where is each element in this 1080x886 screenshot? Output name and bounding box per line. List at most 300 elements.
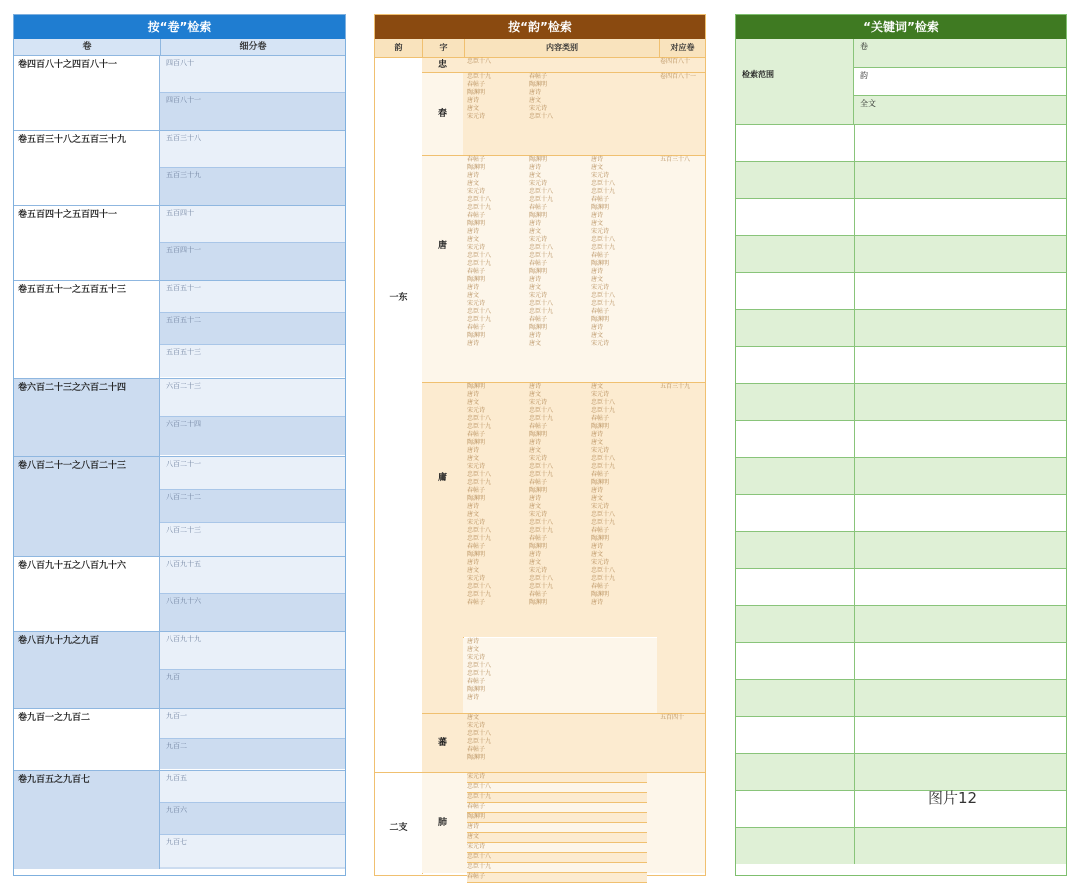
content-entry[interactable]: 唐文: [467, 646, 480, 653]
content-entry[interactable]: 忠臣十九: [467, 204, 492, 211]
content-entry[interactable]: 忠臣十九: [467, 863, 647, 873]
volume-search-title: 按“卷”检索: [14, 15, 345, 39]
volume-label[interactable]: 卷九百一之九百二: [14, 709, 160, 770]
content-entry[interactable]: 唐诗: [591, 599, 604, 606]
content-entry[interactable]: 春帖子: [529, 591, 548, 598]
subvolume-item[interactable]: 九百二: [160, 739, 345, 769]
keyword-result-cell: [736, 421, 855, 457]
content-entry[interactable]: 唐诗: [591, 324, 604, 331]
content-entry[interactable]: 宋元诗: [591, 391, 610, 398]
content-entry[interactable]: 唐文: [529, 447, 542, 454]
keyword-result-row: [736, 384, 1066, 421]
content-entry[interactable]: 陶渊明: [467, 332, 486, 339]
content-entry[interactable]: 宋元诗: [591, 228, 610, 235]
subvolume-item[interactable]: 六百二十三: [160, 379, 345, 417]
content-entry[interactable]: 忠臣十九: [467, 591, 492, 598]
subvolume-list: [160, 379, 345, 456]
content-entry[interactable]: 忠臣十八: [591, 399, 616, 406]
keyword-result-cell: [855, 458, 1066, 494]
content-entry[interactable]: 忠臣十九: [467, 738, 492, 745]
subvolume-item[interactable]: 八百九十五: [160, 557, 345, 594]
content-entry[interactable]: 唐文: [591, 276, 604, 283]
content-entry[interactable]: 陶渊明: [467, 383, 486, 390]
content-entry[interactable]: 唐诗: [467, 447, 480, 454]
content-entry[interactable]: 唐文: [467, 455, 480, 462]
keyword-result-cell: [855, 495, 1066, 531]
content-entry[interactable]: 忠臣十九: [467, 670, 492, 677]
content-entry[interactable]: 唐诗: [529, 332, 542, 339]
char-tang[interactable]: 唐: [422, 156, 464, 383]
content-entry[interactable]: 春帖子: [467, 678, 486, 685]
subvolume-item[interactable]: 八百二十二: [160, 490, 345, 523]
content-entry[interactable]: 春帖子: [529, 479, 548, 486]
content-entry[interactable]: 春帖子: [591, 252, 610, 259]
subvolume-item[interactable]: 五百五十一: [160, 281, 345, 313]
search-scope-row: [736, 39, 1066, 125]
keyword-search-panel: [735, 14, 1067, 876]
rhyme-column-header: [375, 39, 705, 58]
content-entry[interactable]: 唐诗: [529, 220, 542, 227]
content-entry[interactable]: 忠臣十九: [591, 300, 616, 307]
content-entry[interactable]: 宋元诗: [529, 105, 548, 112]
content-entry[interactable]: 宋元诗: [591, 559, 610, 566]
keyword-result-cell: [855, 236, 1066, 272]
content-entry[interactable]: 忠臣十九: [467, 423, 492, 430]
content-entry[interactable]: 忠臣十八: [529, 575, 554, 582]
content-entry[interactable]: 春帖子: [467, 268, 486, 275]
content-entry[interactable]: 宋元诗: [529, 567, 548, 574]
content-entry[interactable]: 忠臣十九: [529, 471, 554, 478]
content-entry[interactable]: 宋元诗: [467, 519, 486, 526]
keyword-result-cell: [855, 606, 1066, 642]
content-entry[interactable]: 忠臣十八: [467, 853, 647, 863]
content-entry[interactable]: 春帖子: [591, 583, 610, 590]
volume-group: [14, 631, 345, 708]
content-entry[interactable]: 陶渊明: [467, 220, 486, 227]
volume-group: [14, 205, 345, 280]
content-entry[interactable]: 陶渊明: [591, 316, 610, 323]
subvolume-item[interactable]: 六百二十四: [160, 417, 345, 455]
content-entry[interactable]: 宋元诗: [529, 399, 548, 406]
keyword-result-cell: [736, 717, 855, 753]
content-entry[interactable]: 陶渊明: [467, 754, 486, 761]
content-entry[interactable]: 忠臣十九: [529, 308, 554, 315]
content-entry[interactable]: 唐诗: [529, 89, 542, 96]
content-entry[interactable]: 陶渊明: [591, 260, 610, 267]
subvolume-item[interactable]: 五百五十三: [160, 345, 345, 377]
content-entry[interactable]: 忠臣十九: [529, 196, 554, 203]
volume-group: [14, 130, 345, 205]
char-chun[interactable]: 春: [422, 73, 464, 156]
content-entry[interactable]: 唐诗: [591, 543, 604, 550]
subvolume-item[interactable]: 五百三十九: [160, 168, 345, 205]
content-entry[interactable]: 唐文: [467, 511, 480, 518]
content-entry[interactable]: 宋元诗: [467, 654, 486, 661]
content-entry[interactable]: 忠臣十八: [467, 196, 492, 203]
keyword-result-cell: [855, 310, 1066, 346]
keyword-result-row: [736, 717, 1066, 754]
subvolume-item[interactable]: 八百九十六: [160, 594, 345, 631]
content-entry[interactable]: 陶渊明: [467, 164, 486, 171]
content-entry[interactable]: 春帖子: [591, 471, 610, 478]
content-entry[interactable]: 陶渊明: [529, 212, 548, 219]
content-entry[interactable]: 唐诗: [467, 228, 480, 235]
keyword-result-cell: [736, 791, 855, 827]
content-entry[interactable]: 宋元诗: [467, 244, 486, 251]
content-entry[interactable]: 唐文: [467, 833, 647, 843]
content-entry[interactable]: 唐文: [591, 495, 604, 502]
content-entry[interactable]: 陶渊明: [529, 268, 548, 275]
content-entry[interactable]: 唐文: [591, 551, 604, 558]
content-entry[interactable]: 陶渊明: [591, 535, 610, 542]
content-entry[interactable]: 宋元诗: [467, 113, 486, 120]
content-entry[interactable]: 春帖子: [467, 156, 486, 163]
content-entry[interactable]: 陶渊明: [591, 591, 610, 598]
content-entry[interactable]: 忠臣十八: [529, 407, 554, 414]
content-entry[interactable]: 宋元诗: [591, 447, 610, 454]
content-entry[interactable]: 忠臣十九: [529, 527, 554, 534]
content-entry[interactable]: 春帖子: [467, 599, 486, 606]
keyword-result-cell: [736, 199, 855, 235]
subvolume-item[interactable]: 九百: [160, 670, 345, 708]
char-yong[interactable]: 庸: [422, 383, 464, 714]
content-entry[interactable]: 陶渊明: [467, 495, 486, 502]
keyword-result-cell: [736, 680, 855, 716]
content-entry[interactable]: 唐诗: [591, 212, 604, 219]
content-entry[interactable]: 忠臣十八: [467, 583, 492, 590]
content-entry[interactable]: 陶渊明: [467, 439, 486, 446]
content-entry[interactable]: 唐文: [529, 228, 542, 235]
subvolume-item[interactable]: 五百四十: [160, 206, 345, 243]
content-entry[interactable]: 宋元诗: [591, 284, 610, 291]
content-entry[interactable]: 春帖子: [467, 81, 486, 88]
subvolume-item[interactable]: 四百八十一: [160, 93, 345, 130]
content-entry[interactable]: 陶渊明: [591, 204, 610, 211]
content-entry[interactable]: 春帖子: [591, 415, 610, 422]
content-entry[interactable]: 宋元诗: [591, 172, 610, 179]
volume-group: [14, 456, 345, 556]
content-entry[interactable]: 唐诗: [529, 164, 542, 171]
content-entry[interactable]: 忠臣十八: [591, 292, 616, 299]
char-fei[interactable]: 肺: [422, 773, 464, 873]
content-entry[interactable]: 唐文: [467, 180, 480, 187]
content-entry[interactable]: 陶渊明: [467, 686, 486, 693]
content-entry[interactable]: 陶渊明: [529, 487, 548, 494]
content-entry[interactable]: 春帖子: [467, 431, 486, 438]
content-entry[interactable]: 陶渊明: [529, 324, 548, 331]
keyword-result-cell: [855, 828, 1066, 864]
content-entry[interactable]: 唐文: [529, 284, 542, 291]
keyword-result-cell: [855, 680, 1066, 716]
subvolume-item[interactable]: 五百五十二: [160, 313, 345, 345]
content-entry[interactable]: 忠臣十九: [591, 575, 616, 582]
content-entry[interactable]: 忠臣十九: [467, 479, 492, 486]
keyword-result-cell: [736, 754, 855, 790]
search-scope-label: 检索范围: [736, 39, 854, 124]
content-entry[interactable]: 忠臣十八: [529, 188, 554, 195]
keyword-result-row: [736, 643, 1066, 680]
content-entry[interactable]: 陶渊明: [467, 89, 486, 96]
keyword-result-cell: [736, 347, 855, 383]
content-entry[interactable]: 唐诗: [467, 638, 480, 645]
content-entry[interactable]: 唐诗: [591, 156, 604, 163]
subvolume-item[interactable]: 九百七: [160, 835, 345, 867]
ref-chun-text: 卷四百八十一: [660, 73, 697, 80]
content-entry[interactable]: 忠臣十八: [529, 113, 554, 120]
keyword-result-row: [736, 569, 1066, 606]
content-entry[interactable]: 忠臣十九: [467, 793, 647, 803]
content-entry[interactable]: 春帖子: [591, 527, 610, 534]
content-entry[interactable]: 春帖子: [529, 423, 548, 430]
keyword-result-row: [736, 310, 1066, 347]
subvolume-item[interactable]: 四百八十: [160, 56, 345, 93]
subvolume-list: [160, 632, 345, 708]
content-column-label: 内容类别: [465, 39, 660, 57]
keyword-result-cell: [855, 384, 1066, 420]
content-entry[interactable]: 忠臣十九: [591, 519, 616, 526]
content-entry[interactable]: 春帖子: [467, 212, 486, 219]
content-entry[interactable]: 唐文: [467, 236, 480, 243]
content-entry[interactable]: 忠臣十八: [591, 236, 616, 243]
volume-label[interactable]: 卷八百九十五之八百九十六: [14, 557, 160, 631]
content-entry[interactable]: 唐文: [591, 439, 604, 446]
content-entry[interactable]: 忠臣十八: [529, 244, 554, 251]
content-entry[interactable]: 宋元诗: [529, 511, 548, 518]
keyword-result-table: [736, 125, 1066, 864]
scope-option-rhyme[interactable]: 韵: [854, 68, 1066, 97]
content-entry[interactable]: 忠臣十八: [467, 730, 492, 737]
ref-fei: [657, 773, 705, 873]
content-entry[interactable]: 宋元诗: [467, 300, 486, 307]
content-entry[interactable]: 陶渊明: [591, 423, 610, 430]
volume-label[interactable]: 卷八百二十一之八百二十三: [14, 457, 160, 556]
content-entry[interactable]: 忠臣十九: [591, 407, 616, 414]
content-entry[interactable]: 唐诗: [591, 431, 604, 438]
content-entry[interactable]: 唐文: [467, 399, 480, 406]
content-entry[interactable]: 忠臣十九: [467, 260, 492, 267]
content-entry[interactable]: 春帖子: [467, 746, 486, 753]
content-entry[interactable]: 忠臣十八: [467, 662, 492, 669]
content-entry[interactable]: 陶渊明: [529, 156, 548, 163]
keyword-result-cell: [736, 125, 855, 161]
keyword-result-cell: [855, 569, 1066, 605]
volume-column-label: 卷: [14, 39, 161, 55]
scope-option-fulltext[interactable]: 全文: [854, 96, 1066, 124]
content-entry[interactable]: 唐文: [529, 503, 542, 510]
subvolume-item[interactable]: 五百四十一: [160, 243, 345, 280]
content-entry[interactable]: 陶渊明: [467, 551, 486, 558]
content-entry[interactable]: 宋元诗: [467, 407, 486, 414]
content-entry[interactable]: 忠臣十八: [467, 415, 492, 422]
content-entry[interactable]: 唐诗: [467, 284, 480, 291]
content-entry[interactable]: 唐诗: [591, 268, 604, 275]
content-entry[interactable]: 春帖子: [591, 308, 610, 315]
content-yong: [463, 383, 658, 637]
content-entry[interactable]: 春帖子: [467, 873, 647, 883]
content-entry[interactable]: 春帖子: [467, 803, 647, 813]
content-entry[interactable]: 唐文: [529, 559, 542, 566]
volume-label[interactable]: 卷五百五十一之五百五十三: [14, 281, 160, 378]
volume-label[interactable]: 卷四百八十之四百八十一: [14, 56, 160, 130]
content-entry[interactable]: 忠臣十八: [529, 463, 554, 470]
content-entry[interactable]: 唐文: [467, 292, 480, 299]
volume-group: [14, 378, 345, 456]
content-entry[interactable]: 宋元诗: [467, 575, 486, 582]
content-text-column: [463, 714, 647, 762]
content-entry[interactable]: 唐诗: [467, 503, 480, 510]
content-entry[interactable]: 陶渊明: [529, 81, 548, 88]
subvolume-list: [160, 557, 345, 631]
keyword-result-cell: [736, 162, 855, 198]
content-entry[interactable]: 宋元诗: [467, 843, 647, 853]
content-entry[interactable]: 唐文: [591, 332, 604, 339]
content-entry[interactable]: 春帖子: [529, 260, 548, 267]
rhyme-search-panel: [374, 14, 706, 880]
content-entry[interactable]: 春帖子: [529, 316, 548, 323]
content-entry[interactable]: 唐诗: [467, 694, 480, 701]
volume-group: [14, 708, 345, 770]
content-entry[interactable]: 唐诗: [591, 487, 604, 494]
content-entry[interactable]: 忠臣十八: [591, 511, 616, 518]
content-entry[interactable]: 唐诗: [529, 495, 542, 502]
volume-label[interactable]: 卷五百三十八之五百三十九: [14, 131, 160, 205]
content-entry[interactable]: 忠臣十八: [529, 519, 554, 526]
content-entry[interactable]: 忠臣十九: [591, 463, 616, 470]
content-entry[interactable]: 唐文: [529, 97, 542, 104]
content-entry[interactable]: 忠臣十八: [467, 527, 492, 534]
content-entry[interactable]: 春帖子: [467, 543, 486, 550]
content-tang: [463, 156, 658, 383]
content-entry[interactable]: 忠臣十八: [467, 471, 492, 478]
content-entry[interactable]: 春帖子: [467, 487, 486, 494]
content-entry[interactable]: 唐文: [591, 220, 604, 227]
content-entry[interactable]: 春帖子: [467, 324, 486, 331]
keyword-result-cell: [736, 828, 855, 864]
content-entry[interactable]: 宋元诗: [467, 773, 647, 783]
keyword-result-cell: [736, 236, 855, 272]
content-entry[interactable]: 宋元诗: [529, 292, 548, 299]
content-entry[interactable]: 忠臣十八: [467, 308, 492, 315]
subvolume-item[interactable]: 九百五: [160, 771, 345, 803]
content-entry[interactable]: 春帖子: [529, 535, 548, 542]
content-entry[interactable]: 陶渊明: [467, 813, 647, 823]
ref-zhong-text: 卷四百八十: [660, 58, 691, 65]
content-entry[interactable]: 忠臣十八: [529, 300, 554, 307]
keyword-result-row: [736, 532, 1066, 569]
content-entry[interactable]: 唐文: [467, 105, 480, 112]
content-entry[interactable]: 忠臣十九: [529, 415, 554, 422]
content-entry[interactable]: 陶渊明: [591, 479, 610, 486]
content-entry[interactable]: 忠臣十八: [591, 455, 616, 462]
content-entry[interactable]: 唐诗: [467, 823, 647, 833]
content-entry[interactable]: 春帖子: [529, 73, 548, 80]
keyword-result-cell: [736, 643, 855, 679]
keyword-result-cell: [855, 273, 1066, 309]
content-entry[interactable]: 忠臣十九: [529, 583, 554, 590]
content-entry[interactable]: 唐文: [591, 383, 604, 390]
content-entry[interactable]: 忠臣十九: [591, 188, 616, 195]
content-entry[interactable]: 忠臣十九: [467, 535, 492, 542]
volume-label[interactable]: 卷六百二十三之六百二十四: [14, 379, 160, 456]
content-entry[interactable]: 唐文: [529, 391, 542, 398]
content-entry[interactable]: 唐文: [529, 172, 542, 179]
content-entry[interactable]: 陶渊明: [467, 276, 486, 283]
content-entry[interactable]: 唐诗: [529, 276, 542, 283]
content-entry[interactable]: 陶渊明: [529, 543, 548, 550]
content-entry[interactable]: 宋元诗: [467, 463, 486, 470]
char-fan[interactable]: 蕃: [422, 714, 464, 773]
content-entry[interactable]: 唐诗: [529, 551, 542, 558]
subvolume-item[interactable]: 五百三十八: [160, 131, 345, 168]
content-entry[interactable]: 唐诗: [467, 97, 480, 104]
subvolume-list: [160, 206, 345, 280]
keyword-result-row: [736, 791, 1066, 828]
content-entry[interactable]: 唐文: [529, 340, 542, 347]
content-entry[interactable]: 宋元诗: [529, 455, 548, 462]
content-entry[interactable]: 春帖子: [529, 204, 548, 211]
subvolume-item[interactable]: 八百二十一: [160, 457, 345, 490]
content-zhong-text: 忠臣十八: [467, 58, 492, 65]
content-entry[interactable]: 宋元诗: [591, 503, 610, 510]
content-entry[interactable]: 宋元诗: [467, 722, 486, 729]
content-entry[interactable]: 忠臣十八: [467, 783, 647, 793]
keyword-result-cell: [736, 458, 855, 494]
content-entry[interactable]: 忠臣十九: [529, 252, 554, 259]
content-entry[interactable]: 唐诗: [529, 439, 542, 446]
subvolume-item[interactable]: 九百六: [160, 803, 345, 835]
content-entry[interactable]: 宋元诗: [529, 236, 548, 243]
content-entry[interactable]: 唐诗: [467, 559, 480, 566]
content-entry[interactable]: 唐诗: [467, 172, 480, 179]
content-entry[interactable]: 忠臣十九: [467, 73, 492, 80]
content-entry[interactable]: 唐文: [591, 164, 604, 171]
char-zhong[interactable]: 忠: [422, 58, 464, 73]
scope-option-volume[interactable]: 卷: [854, 39, 1066, 68]
content-entry[interactable]: 唐诗: [467, 340, 480, 347]
volume-group: [14, 280, 345, 378]
subvolume-item[interactable]: 八百二十三: [160, 523, 345, 556]
volume-label[interactable]: 卷八百九十九之九百: [14, 632, 160, 708]
content-entry[interactable]: 宋元诗: [529, 180, 548, 187]
content-entry[interactable]: 唐诗: [529, 383, 542, 390]
volume-label[interactable]: 卷五百四十之五百四十一: [14, 206, 160, 280]
volume-label[interactable]: 卷九百五之九百七: [14, 771, 160, 869]
content-entry[interactable]: 忠臣十八: [591, 567, 616, 574]
content-entry[interactable]: 唐文: [467, 714, 480, 721]
subvolume-item[interactable]: 八百九十九: [160, 632, 345, 670]
content-entry[interactable]: 陶渊明: [529, 431, 548, 438]
content-entry[interactable]: 宋元诗: [467, 188, 486, 195]
rhyme-group-yidong[interactable]: 一东: [375, 58, 423, 772]
content-entry[interactable]: 陶渊明: [529, 599, 548, 606]
content-entry[interactable]: 唐诗: [467, 391, 480, 398]
content-entry[interactable]: 宋元诗: [591, 340, 610, 347]
content-entry[interactable]: 忠臣十八: [467, 252, 492, 259]
rhyme-group-erzhi[interactable]: 二支: [375, 772, 423, 874]
ref-yong-text: 五百三十九: [660, 383, 691, 390]
content-entry[interactable]: 唐文: [467, 567, 480, 574]
content-entry[interactable]: 春帖子: [591, 196, 610, 203]
content-yong-notes: [463, 638, 658, 714]
subvolume-list: [160, 281, 345, 378]
subvolume-item[interactable]: 九百一: [160, 709, 345, 739]
content-entry[interactable]: 忠臣十九: [467, 316, 492, 323]
content-entry[interactable]: 忠臣十八: [591, 180, 616, 187]
keyword-result-row: [736, 199, 1066, 236]
content-text-column: [525, 73, 587, 121]
content-entry[interactable]: 忠臣十九: [591, 244, 616, 251]
subvolume-list: [160, 457, 345, 556]
